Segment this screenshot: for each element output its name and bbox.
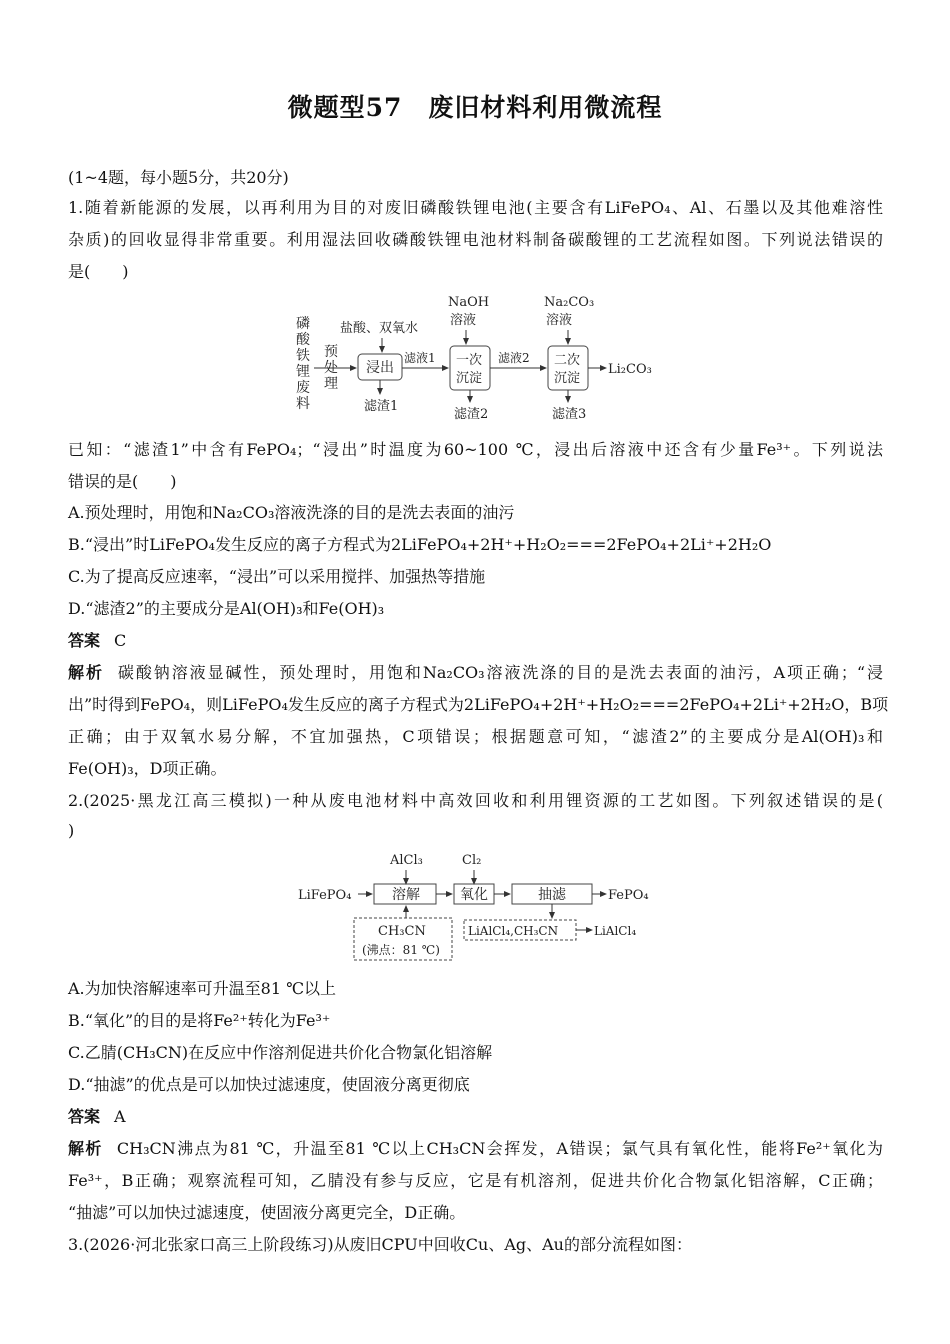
q1-analysis-label: 解析 [68, 663, 104, 682]
q1-filtrate1: 滤液1 [404, 351, 436, 365]
q1-known-line1: 已知：“滤渣1”中含有FePO₄；“浸出”时温度为60~100 ℃，浸出后溶液中还含有少量Fe³⁺。下列说法 [68, 440, 883, 459]
q1-stem-line3: 是( ) [68, 262, 129, 281]
q2-analysis-text1: CH₃CN沸点为81 ℃，升温至81 ℃以上CH₃CN会挥发，A错误；氯气具有氧化性，能将Fe²⁺氧化为 [116, 1139, 883, 1158]
q2-analysis-line1 [68, 1139, 883, 1159]
q2-box-oxidize-label: 氧化 [460, 887, 488, 903]
q1-reagent3b: 溶液 [546, 313, 573, 328]
q2-filtrate: LiAlCl₄,CH₃CN [468, 924, 559, 938]
q1-known-line2: 错误的是( ) [68, 472, 177, 491]
q1-filtrate2: 滤液2 [498, 351, 530, 365]
q1-reagent3a: Na₂CO₃ [544, 295, 595, 310]
q2-option-b: B.“氧化”的目的是将Fe²⁺转化为Fe³⁺ [68, 1011, 331, 1030]
q1-stem-line2: 杂质)的回收显得非常重要。利用湿法回收磷酸铁锂电池材料制备碳酸锂的工艺流程如图。下列说法错误的 [68, 230, 883, 249]
q1-box-precip1-a: 一次 [456, 353, 483, 368]
q1-box-precip2-a: 二次 [554, 353, 581, 368]
q1-analysis-line4: Fe(OH)₃，D项正确。 [68, 759, 227, 778]
q2-answer-label: 答案 [68, 1107, 101, 1126]
q2-analysis-label: 解析 [68, 1139, 103, 1158]
q2-box-dissolve-label: 溶解 [392, 887, 420, 903]
q1-residue1: 滤渣1 [364, 399, 399, 414]
q1-stem-line1: 1.随着新能源的发展，以再利用为目的对废旧磷酸铁锂电池(主要含有LiFePO₄、Al、石墨以及其他难溶性 [68, 198, 883, 217]
q1-reagent1: 盐酸、双氧水 [340, 321, 419, 336]
q1-box-precip2-b: 沉淀 [554, 371, 581, 386]
q2-analysis-line2: Fe³⁺，B正确；观察流程可知，乙腈没有参与反应，它是有机溶剂，促进共价化合物氯化铝溶解，C正确； [68, 1171, 883, 1190]
q1-reagent2a: NaOH [448, 295, 490, 310]
q3-stem-line1: 3.(2026·河北张家口高三上阶段练习)从废旧CPU中回收Cu、Ag、Au的部分流程如图： [68, 1235, 692, 1254]
q1-analysis-line1 [68, 663, 883, 683]
q2-answer-value: A [114, 1107, 126, 1126]
q2-answer [68, 1107, 883, 1127]
q2-flow-diagram [296, 846, 666, 968]
q1-option-b: B.“浸出”时LiFePO₄发生反应的离子方程式为2LiFePO₄+2H⁺+H₂O₂===2FePO₄+2Li⁺+2H₂O [68, 535, 772, 554]
page-title: 微题型57 废旧材料利用微流程 [287, 93, 663, 122]
svg-text:废: 废 [296, 380, 310, 396]
svg-text:锂: 锂 [296, 364, 310, 380]
q1-residue2: 滤渣2 [454, 407, 489, 422]
q2-input: LiFePO₄ [298, 888, 352, 903]
q2-reagent2: Cl₂ [462, 853, 482, 868]
q2-option-a: A.为加快溶解速率可升温至81 ℃以上 [68, 979, 336, 998]
q1-box-precip1-b: 沉淀 [456, 371, 483, 386]
svg-text:铁: 铁 [296, 348, 310, 364]
q1-option-d: D.“滤渣2”的主要成分是Al(OH)₃和Fe(OH)₃ [68, 599, 385, 618]
q1-residue3: 滤渣3 [552, 407, 587, 422]
q1-option-c: C.为了提高反应速率，“浸出”可以采用搅拌、加强热等措施 [68, 567, 486, 586]
svg-text:料: 料 [296, 396, 310, 412]
q1-analysis-line3: 正确；由于双氧水易分解，不宜加强热，C项错误；根据题意可知，“滤渣2”的主要成分是Al(OH)₃和 [68, 727, 883, 746]
svg-text:磷: 磷 [296, 316, 310, 332]
q1-reagent2b: 溶液 [450, 313, 477, 328]
q2-box-filter-label: 抽滤 [538, 887, 566, 903]
q2-reagent1: AlCl₃ [390, 853, 423, 868]
q1-pretreat-3: 理 [324, 376, 338, 392]
q2-stem-line2: ) [68, 821, 75, 840]
q1-product: Li₂CO₃ [608, 362, 652, 377]
q1-analysis-line2: 出”时得到FePO₄，则LiFePO₄发生反应的离子方程式为2LiFePO₄+2H⁺+H₂O₂===2FePO₄+2Li⁺+2H₂O，B项 [68, 695, 889, 714]
q1-pretreat-1: 预 [324, 344, 338, 360]
q2-option-d: D.“抽滤”的优点是可以加快过滤速度，使固液分离更彻底 [68, 1075, 470, 1094]
q1-answer-label: 答案 [68, 631, 101, 650]
q2-product2: LiAlCl₄ [594, 924, 637, 938]
q1-flow-diagram [290, 288, 670, 428]
q1-answer-value: C [114, 631, 127, 650]
q2-solvent-note: (沸点：81 ℃) [362, 943, 440, 957]
svg-text:酸: 酸 [296, 332, 310, 348]
q1-answer [68, 631, 883, 651]
q2-option-c: C.乙腈(CH₃CN)在反应中作溶剂促进共价化合物氯化铝溶解 [68, 1043, 493, 1062]
q2-stem-line1: 2.(2025·黑龙江高三模拟)一种从废电池材料中高效回收和利用锂资源的工艺如图。下列叙述错误的是( [68, 791, 883, 810]
intro-text: (1~4题，每小题5分，共20分) [68, 168, 289, 187]
q1-analysis-text1: 碳酸钠溶液显碱性，预处理时，用饱和Na₂CO₃溶液洗涤的目的是洗去表面的油污，A项正确；“浸 [117, 663, 883, 682]
q2-solvent: CH₃CN [378, 924, 426, 939]
q1-box-leach-label: 浸出 [366, 360, 394, 376]
q2-analysis-line3: “抽滤”可以加快过滤速度，使固液分离更完全，D正确。 [68, 1203, 466, 1222]
q2-product: FePO₄ [608, 888, 649, 903]
q1-raw-material-label [296, 315, 311, 412]
q1-pretreat-2: 处 [324, 360, 338, 376]
q1-option-a: A.预处理时，用饱和Na₂CO₃溶液洗涤的目的是洗去表面的油污 [68, 503, 515, 522]
